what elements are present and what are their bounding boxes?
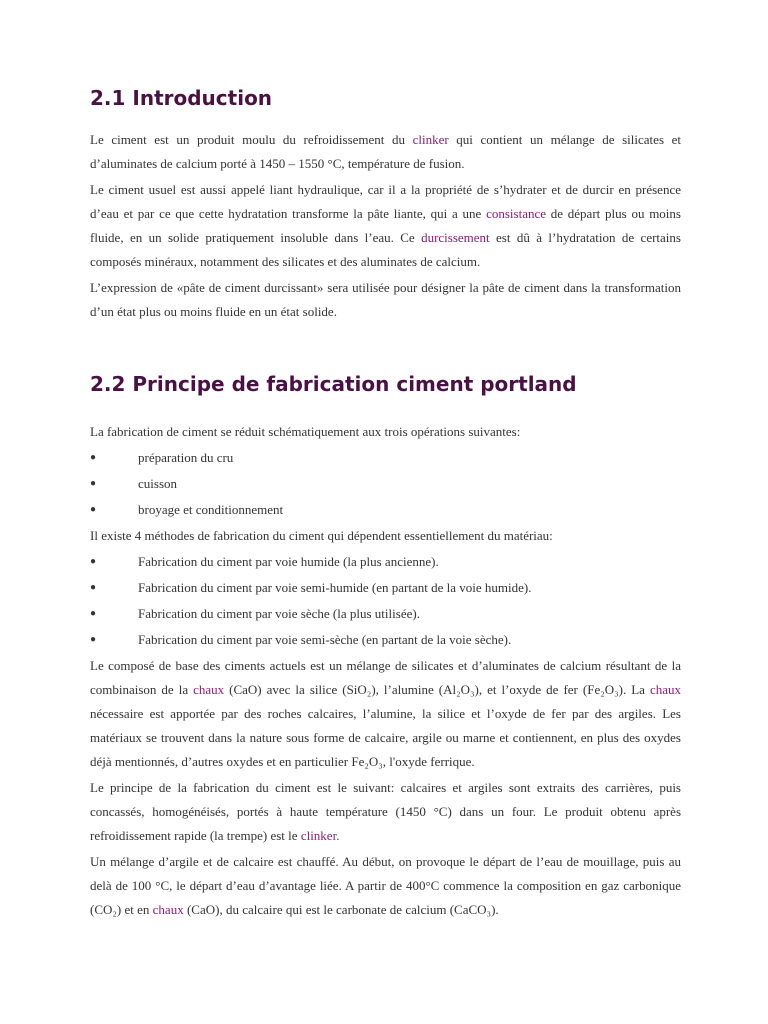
list-item	[90, 628, 681, 652]
bullet-icon: ●	[90, 478, 97, 489]
paragraph-principe-fabrication	[90, 776, 681, 848]
link-durcissement[interactable]: durcissement	[421, 230, 490, 245]
text: .	[336, 828, 340, 843]
text: est dû à l’hydratation de certains composés minéraux, notamment des silicates et des aluminates de calcium.	[90, 230, 681, 269]
list-item-text: préparation du cru	[138, 450, 234, 465]
list-item-text: cuisson	[138, 476, 177, 491]
bullet-icon: ●	[90, 634, 97, 645]
list-item	[90, 472, 681, 496]
text: Le principe de la fabrication du ciment est le suivant: calcaires et argiles sont extraits des carrières, puis concassés, homogénéisés, portés à haute température (1450 °C) dans un four. Le produit obtenu après refroidissement rapide (la trempe) est le	[90, 780, 681, 843]
list-item-text: Fabrication du ciment par voie semi-sèche (en partant de la voie sèche).	[138, 632, 512, 647]
link-chaux[interactable]: chaux	[649, 682, 681, 697]
paragraph-melange-argile	[90, 850, 681, 922]
text: nécessaire est apportée par des roches calcaires, l’alumine, la silice et l’oxyde de fer par des argiles. Les matériaux se trouvent dans la nature sous forme de calcaire, argile ou marne et contiennent, en plus des oxydes déjà mentionnés, d’autres oxydes et en particulier Fe₂O₃, l'oxyde ferrique.	[90, 706, 681, 769]
text: Un mélange d’argile et de calcaire est chauffé. Au début, on provoque le départ de l’eau de mouillage, puis au delà de 100 °C, le départ d’eau d’avantage liée. A partir de 400°C commence la composition en gaz carbonique (CO₂) et en	[90, 854, 681, 917]
paragraph-methods-intro: Il existe 4 méthodes de fabrication du ciment qui dépendent essentiellement du matériau:	[90, 528, 553, 543]
bullet-icon: ●	[90, 556, 97, 567]
methods-list	[90, 550, 681, 652]
list-item-text: Fabrication du ciment par voie semi-humide (en partant de la voie humide).	[138, 580, 532, 595]
list-item	[90, 550, 681, 574]
text: Le composé de base des ciments actuels est un mélange de silicates et d’aluminates de calcium résultant de la combinaison de la	[90, 658, 681, 697]
list-item	[90, 576, 681, 600]
bullet-icon: ●	[90, 608, 97, 619]
list-item-text: broyage et conditionnement	[138, 502, 284, 517]
link-chaux[interactable]: chaux	[193, 682, 225, 697]
section-heading-introduction: 2.1 Introduction	[90, 86, 273, 110]
section-heading-principe-fabrication: 2.2 Principe de fabrication ciment portland	[90, 372, 577, 396]
link-clinker[interactable]: clinker	[300, 828, 337, 843]
bullet-icon: ●	[90, 452, 97, 463]
paragraph-pate-ciment: L’expression de «pâte de ciment durcissant» sera utilisée pour désigner la pâte de ciment dans la transformation d’un état plus ou moins fluide en un état solide.	[90, 280, 681, 319]
link-consistance[interactable]: consistance	[486, 206, 546, 221]
text: (CaO), du calcaire qui est le carbonate de calcium (CaCO₃).	[183, 902, 499, 917]
document-content	[90, 84, 681, 924]
list-item	[90, 446, 681, 470]
bullet-icon: ●	[90, 582, 97, 593]
paragraph-compose-base	[90, 654, 681, 774]
operations-list	[90, 446, 681, 522]
bullet-icon: ●	[90, 504, 97, 515]
text: Le ciment usuel est aussi appelé liant hydraulique, car il a la propriété de s’hydrater et de durcir en présence d’eau et par ce que cette hydratation transforme la pâte liante, qui a une	[90, 182, 681, 221]
paragraph-liant-hydraulique	[90, 178, 681, 274]
list-item	[90, 602, 681, 626]
text: (CaO) avec la silice (SiO₂), l’alumine (Al₂O₃), et l’oxyde de fer (Fe₂O₃). La	[224, 682, 650, 697]
link-clinker[interactable]: clinker	[412, 132, 449, 147]
paragraph-operations-intro: La fabrication de ciment se réduit schématiquement aux trois opérations suivantes:	[90, 424, 521, 439]
text: Le ciment est un produit moulu du refroidissement du	[90, 132, 413, 147]
text: de départ plus ou moins fluide, en un solide pratiquement insoluble dans l’eau. Ce	[90, 206, 681, 245]
list-item	[90, 498, 681, 522]
list-item-text: Fabrication du ciment par voie sèche (la plus utilisée).	[138, 606, 420, 621]
text: qui contient un mélange de silicates et d’aluminates de calcium porté à 1450 – 1550 °C, température de fusion.	[90, 132, 681, 171]
paragraph-ciment-definition	[90, 128, 681, 176]
link-chaux[interactable]: chaux	[152, 902, 184, 917]
list-item-text: Fabrication du ciment par voie humide (la plus ancienne).	[138, 554, 439, 569]
